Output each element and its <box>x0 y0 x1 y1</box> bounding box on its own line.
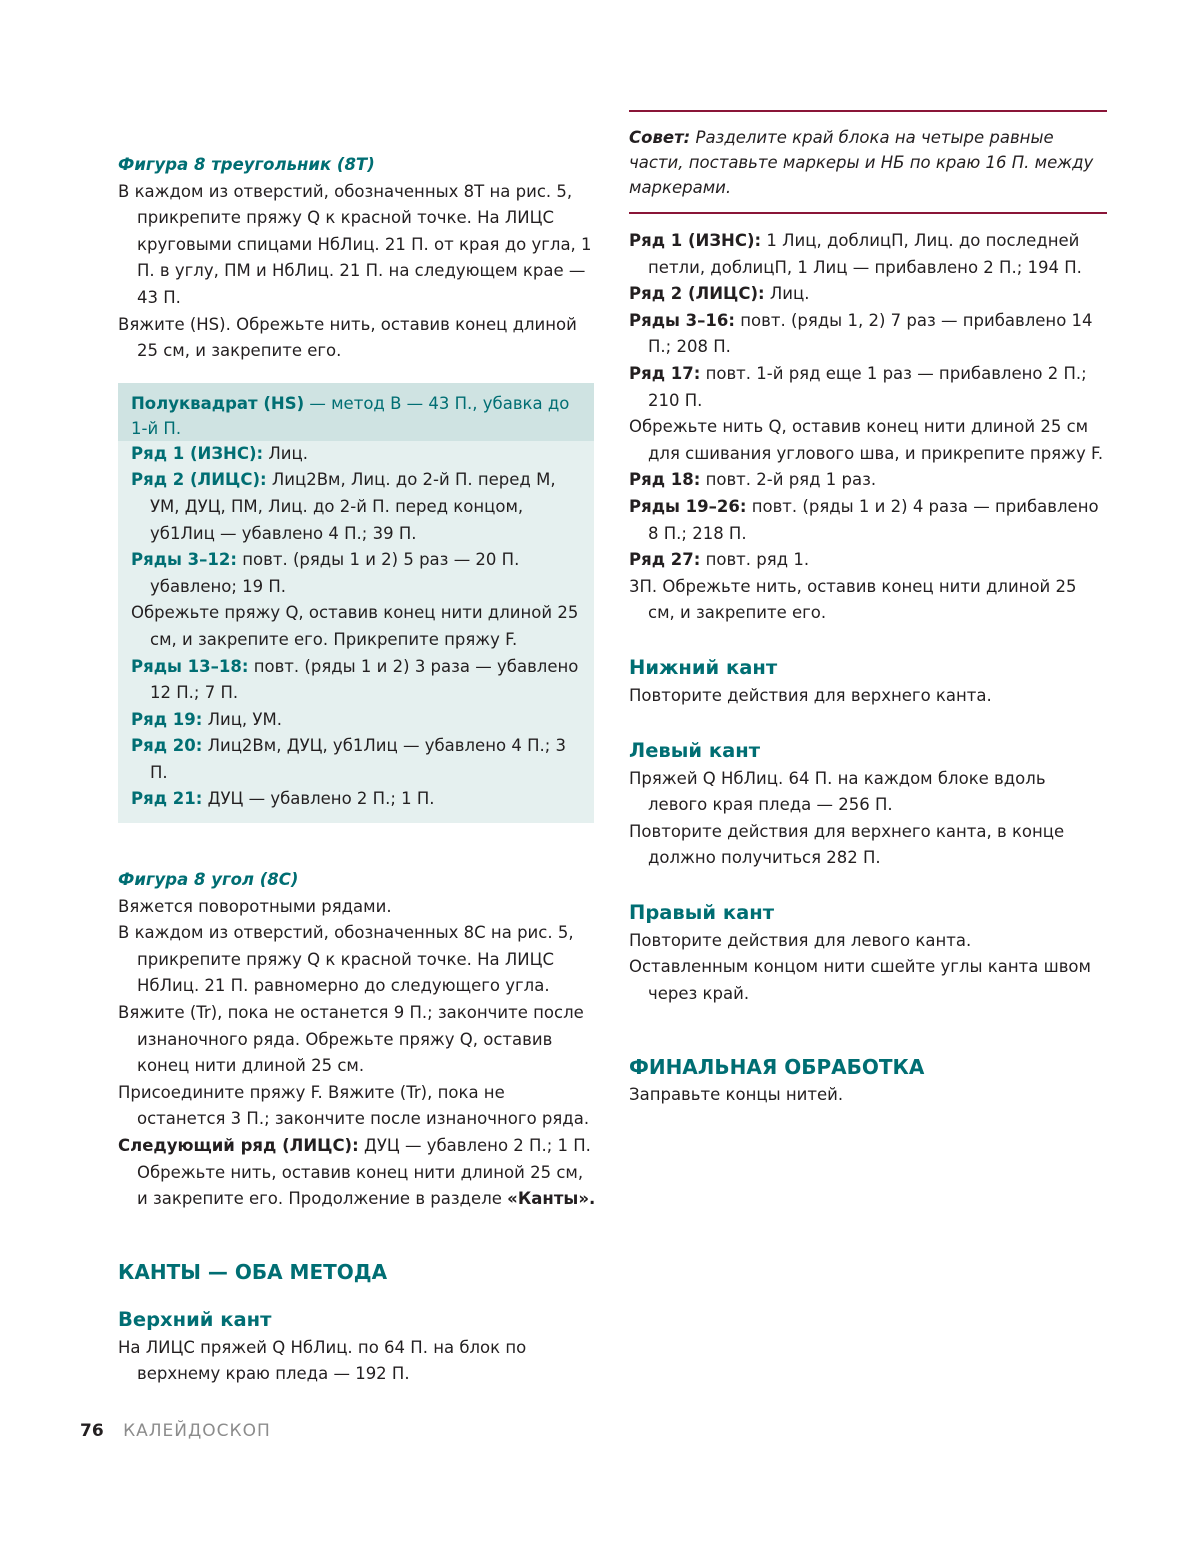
section-heading: КАНТЫ — ОБА МЕТОДА <box>118 1259 388 1284</box>
book-title: КАЛЕЙДОСКОП <box>123 1421 271 1441</box>
subsection-heading: Верхний кант <box>118 1307 272 1331</box>
paragraph: Вяжется поворотными рядами. <box>118 896 392 916</box>
box-header-rest: — метод В — 43 П., убавка до 1-й П. <box>131 393 570 438</box>
row-instruction: Ряд 20: Лиц2Вм, ДУЦ, уб1Лиц — убавлено 4 П.; 3 П. <box>131 736 567 782</box>
paragraph: Повторите действия для верхнего канта, в конце должно получиться 282 П. <box>629 821 1065 868</box>
section-title: Фигура 8 треугольник (8Т) <box>118 155 375 174</box>
subsection-heading: Правый кант <box>629 900 775 924</box>
row-instruction: Ряд 19: Лиц, УМ. <box>131 709 282 729</box>
paragraph: Повторите действия для левого канта. <box>629 930 972 950</box>
paragraph: Обрежьте пряжу Q, оставив конец нити длиной 25 см, и закрепите его. Прикрепите пряжу F. <box>131 603 579 649</box>
paragraph: Пряжей Q НбЛиц. 64 П. на каждом блоке вдоль левого края пледа — 256 П. <box>629 768 1046 815</box>
paragraph: Следующий ряд (ЛИЦС): ДУЦ — убавлено 2 П.; 1 П. Обрежьте нить, оставив конец нити длиной 25 см, и закрепите его. Продолжение в разделе «Канты». <box>118 1136 596 1209</box>
row-instruction: Ряды 3–12: повт. (ряды 1 и 2) 5 раз — 20 П. убавлено; 19 П. <box>131 550 520 596</box>
paragraph: Присоедините пряжу F. Вяжите (Tr), пока не останется 3 П.; закончите после изнаночного ряда. <box>118 1082 590 1129</box>
page-footer <box>80 1421 271 1441</box>
box-header-title: Полуквадрат (HS) <box>131 393 305 413</box>
row-instruction: Ряды 13–18: повт. (ряды 1 и 2) 3 раза — убавлено 12 П.; 7 П. <box>131 656 579 703</box>
row-instruction: Ряд 2 (ЛИЦС): Лиц. <box>629 284 810 304</box>
left-column <box>118 152 598 1388</box>
row-instruction: Ряд 17: повт. 1-й ряд еще 1 раз — прибавлено 2 П.; 210 П. <box>629 363 1087 410</box>
tip-box <box>629 110 1107 214</box>
paragraph: 3П. Обрежьте нить, оставив конец нити длиной 25 см, и закрепите его. <box>629 576 1077 623</box>
paragraph: На ЛИЦС пряжей Q НбЛиц. по 64 П. на блок по верхнему краю пледа — 192 П. <box>118 1337 527 1384</box>
box-header <box>118 383 594 441</box>
row-instruction: Ряд 18: повт. 2-й ряд 1 раз. <box>629 470 877 490</box>
row-instruction: Ряд 1 (ИЗНС): 1 Лиц, доблицП, Лиц. до последней петли, доблицП, 1 Лиц — прибавлено 2 П.; 194 П. <box>629 231 1082 277</box>
paragraph: Вяжите (Tr), пока не останется 9 П.; закончите после изнаночного ряда. Обрежьте пряжу Q, оставив конец нити длиной 25 см. <box>118 1003 584 1076</box>
paragraph: В каждом из отверстий, обозначенных 8Т на рис. 5, прикрепите пряжу Q к красной точке. На ЛИЦС круговыми спицами НбЛиц. 21 П. от края до угла, 1 П. в углу, ПМ и НбЛиц. 21 П. на следующем крае — 43 П. <box>118 181 592 307</box>
paragraph: Повторите действия для верхнего канта. <box>629 685 992 705</box>
row-instruction: Ряды 19–26: повт. (ряды 1 и 2) 4 раза — прибавлено 8 П.; 218 П. <box>629 496 1099 543</box>
kanty-reference: «Канты». <box>507 1189 596 1209</box>
row-instruction: Ряд 1 (ИЗНС): Лиц. <box>131 443 308 463</box>
row-instruction: Ряд 2 (ЛИЦС): Лиц2Вм, Лиц. до 2-й П. перед М, УМ, ДУЦ, ПМ, Лиц. до 2-й П. перед концом, уб1Лиц — убавлено 4 П.; 39 П. <box>131 470 556 543</box>
half-square-box <box>118 383 594 823</box>
subsection-heading: Нижний кант <box>629 655 778 679</box>
right-column <box>629 110 1107 1108</box>
row-instruction: Ряд 21: ДУЦ — убавлено 2 П.; 1 П. <box>131 789 435 809</box>
paragraph: Вяжите (HS). Обрежьте нить, оставив конец длиной 25 см, и закрепите его. <box>118 314 577 361</box>
tip-text: Разделите край блока на четыре равные части, поставьте маркеры и НБ по краю 16 П. между маркерами. <box>629 128 1094 197</box>
paragraph: В каждом из отверстий, обозначенных 8С на рис. 5, прикрепите пряжу Q к красной точке. На ЛИЦС НбЛиц. 21 П. равномерно до следующего угла. <box>118 923 574 996</box>
row-instruction: Ряд 27: повт. ряд 1. <box>629 550 810 570</box>
page-number: 76 <box>80 1421 104 1441</box>
paragraph: Заправьте концы нитей. <box>629 1084 844 1104</box>
paragraph: Оставленным концом нити сшейте углы канта швом через край. <box>629 957 1091 1004</box>
paragraph: Обрежьте нить Q, оставив конец нити длиной 25 см для сшивания углового шва, и прикрепите пряжу F. <box>629 417 1104 463</box>
section-title: Фигура 8 угол (8С) <box>118 870 299 890</box>
row-instruction: Ряды 3–16: повт. (ряды 1, 2) 7 раз — прибавлено 14 П.; 208 П. <box>629 310 1093 357</box>
tip-label: Совет: <box>629 128 691 147</box>
box-body <box>118 441 594 823</box>
section-heading: ФИНАЛЬНАЯ ОБРАБОТКА <box>629 1054 925 1079</box>
subsection-heading: Левый кант <box>629 738 761 762</box>
